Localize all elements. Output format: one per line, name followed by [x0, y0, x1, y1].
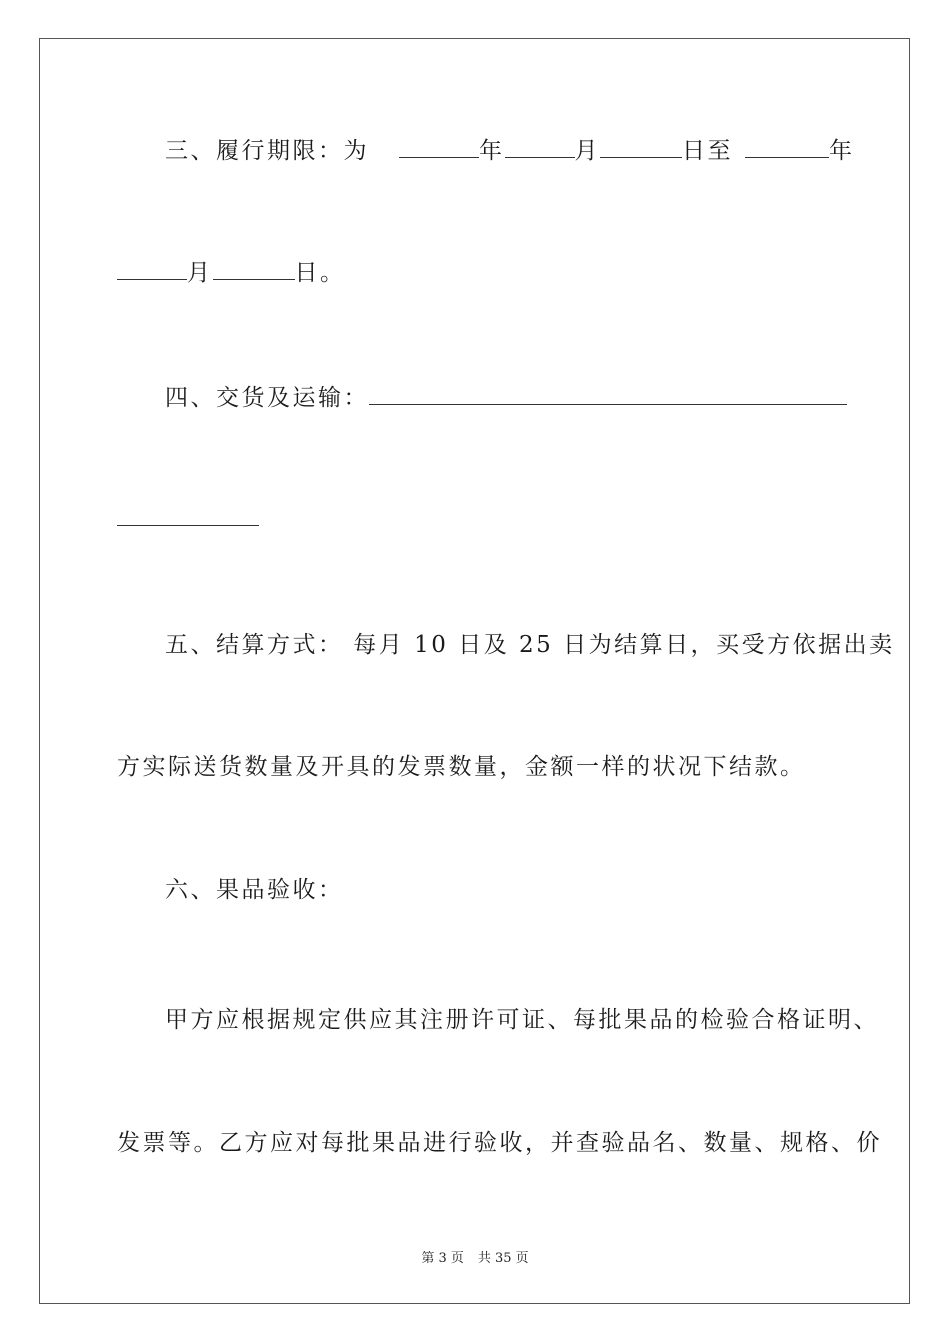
day-blank-2	[213, 259, 295, 280]
year-blank-2	[745, 137, 829, 158]
page-footer	[0, 1247, 950, 1266]
total-pages: 共 35 页	[477, 1251, 529, 1266]
delivery-blank-1	[369, 384, 847, 405]
section6-line1: 甲方应根据规定供应其注册许可证、每批果品的检验合格证明、	[165, 1007, 879, 1033]
page-border	[39, 38, 910, 1304]
day-label-2: 日。	[294, 260, 346, 286]
year-label-1: 年	[479, 138, 505, 164]
day-label-1: 日至	[682, 138, 733, 164]
section4-line2	[117, 504, 837, 534]
month-label-2: 月	[187, 260, 213, 286]
section4-label: 四、交货及运输：	[165, 385, 369, 411]
section3-line2	[117, 258, 837, 288]
section3-line1	[117, 136, 885, 166]
month-blank-2	[117, 259, 187, 280]
delivery-blank-2	[117, 505, 259, 526]
section5-line2: 方实际送货数量及开具的发票数量，金额一样的状况下结款。	[117, 754, 806, 780]
section3-label: 三、履行期限：为	[165, 138, 369, 164]
day-blank-1	[600, 137, 682, 158]
year-blank-1	[399, 137, 479, 158]
month-blank-1	[505, 137, 575, 158]
page-number: 第 3 页	[421, 1251, 464, 1266]
section5-line1: 五、结算方式： 每月 10 日及 25 日为结算日，买受方依据出卖	[165, 632, 895, 658]
section6-line2: 发票等。乙方应对每批果品进行验收，并查验品名、数量、规格、价	[117, 1130, 882, 1156]
year-label-2: 年	[829, 138, 855, 164]
section4-line1	[117, 383, 885, 413]
month-label-1: 月	[574, 138, 600, 164]
section6-heading: 六、果品验收：	[165, 877, 344, 903]
